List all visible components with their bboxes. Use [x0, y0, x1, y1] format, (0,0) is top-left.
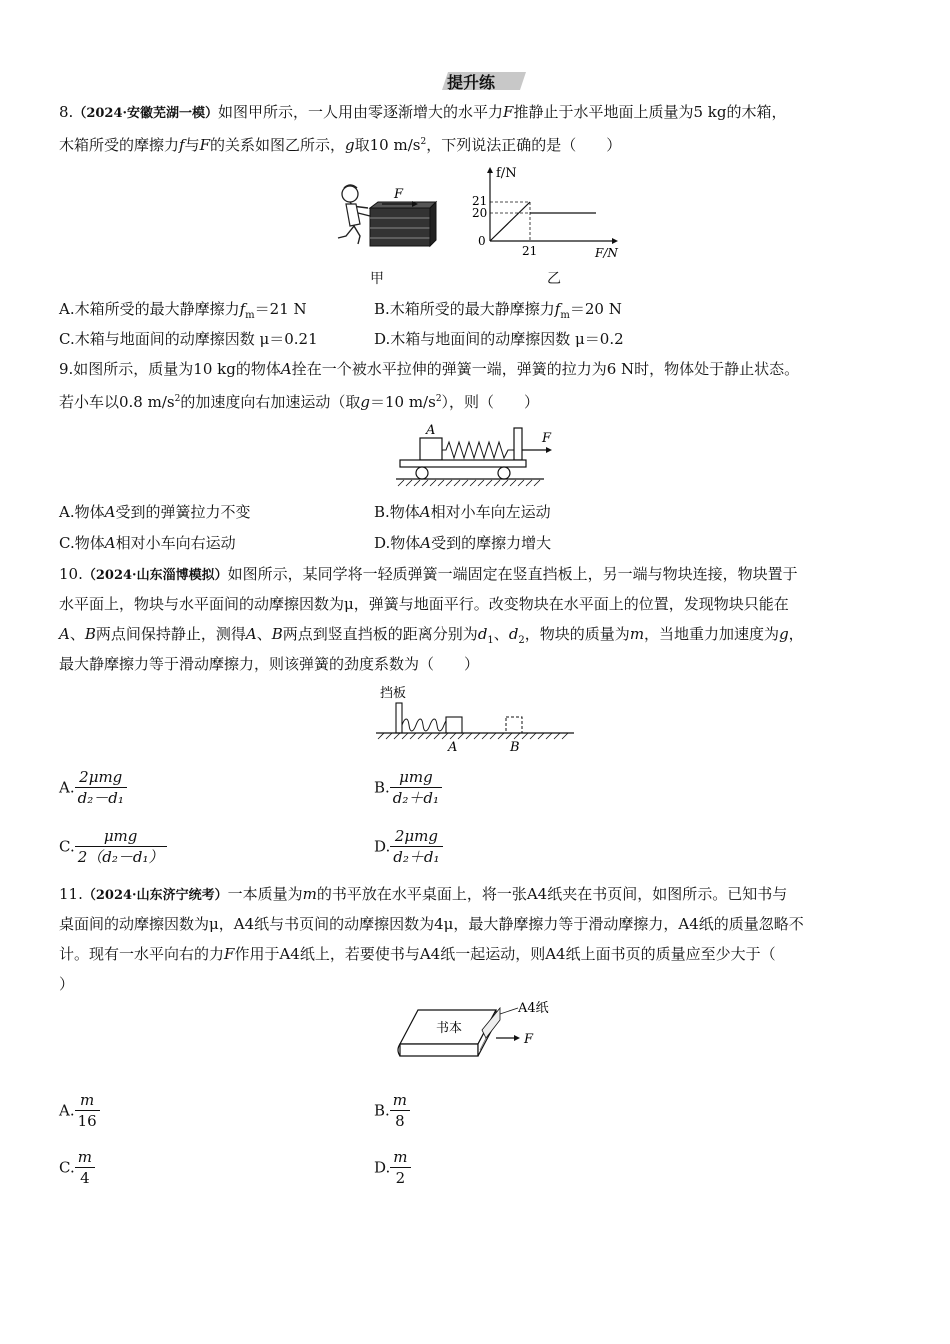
spring-icon [442, 442, 514, 458]
q9-line2: 若小车以0.8 $m/s^2$的加速度向右加速运动（取g＝10 $m/s^2$），则（ ） [59, 393, 540, 411]
wheel-icon [498, 467, 510, 479]
q11-option-d[interactable]: D. $\frac{m}{2}$ [374, 1147, 411, 1188]
q11-fig-paper-label: A4纸 [518, 1001, 549, 1016]
q10-option-d[interactable]: D. $\frac{\text{2μmg}}{\text{d₂＋d₁}}$ [374, 826, 443, 867]
block-at-a [446, 717, 462, 733]
graph-y-tick-20: 20 [472, 206, 488, 220]
q9-fig-a-label: A [426, 423, 436, 438]
q8-fig-force-label: F [394, 187, 404, 202]
graph-xlabel: F/N [595, 246, 618, 260]
q8-line2: 木箱所受的摩擦力f与F的关系如图乙所示，g取10 $m/s^2$，下列说法正确的是（ ） [59, 136, 622, 154]
q11-option-b[interactable]: B. $\frac{m}{8}$ [374, 1090, 410, 1131]
q10-fig-a-label: A [448, 740, 458, 755]
q8-figure-yi [470, 165, 630, 265]
q11-line1: 11.（2024·山东济宁统考）一本质量为m的书平放在水平桌面上，将一张A4纸夹在书页间，如图所示。已知书与 [59, 885, 788, 903]
graph-ylabel: f/N [496, 166, 517, 181]
q9-option-b[interactable]: B.物体A相对小车向左运动 [374, 503, 551, 521]
q10-line3: A、B两点间保持静止，测得A、B两点到竖直挡板的距离分别为$d_1$、$d_2$，物块的质量为m，当地重力加速度为g， [59, 625, 804, 646]
q11-line3: 计。现有一水平向右的力F作用于A4纸上，若要使书与A4纸一起运动，则A4纸上面书页的质量应至少大于（ [59, 945, 776, 963]
q8-line1: 8.（2024·安徽芜湖一模）如图甲所示，一人用由零逐渐增大的水平力F推静止于水平地面上质量为5 kg的木箱， [59, 103, 787, 121]
graph-y-tick-21: 21 [472, 194, 488, 208]
q10-option-c[interactable]: C. $\frac{\text{μmg}}{\text{2（d₂－d₁）}}$ [59, 826, 167, 867]
graph-origin: 0 [478, 234, 486, 248]
q9-line1: 9.如图所示，质量为10 kg的物体A拴在一个被水平拉伸的弹簧一端，弹簧的拉力为6 N时，物体处于静止状态。 [59, 360, 800, 378]
q11-figure-book [396, 998, 566, 1078]
q8-figure-jia [330, 180, 440, 252]
q10-figure-spring [376, 683, 576, 755]
q11-option-c[interactable]: C. $\frac{m}{4}$ [59, 1147, 95, 1188]
q8-option-d[interactable]: D.木箱与地面间的动摩擦因数 μ＝0.2 [374, 330, 624, 348]
block-a [420, 438, 442, 460]
q11-option-a[interactable]: A. $\frac{m}{16}$ [59, 1090, 100, 1131]
q9-option-a[interactable]: A.物体A受到的弹簧拉力不变 [59, 503, 251, 521]
q10-fig-b-label: B [510, 740, 520, 755]
q10-line4: 最大静摩擦力等于滑动摩擦力，则该弹簧的劲度系数为（ ） [59, 655, 480, 673]
graph-line-rise [490, 202, 530, 241]
q11-line4: ） [59, 975, 75, 993]
q11-fig-f-label: F [524, 1032, 534, 1047]
cart-body [400, 460, 526, 467]
q10-line1: 10.（2024·山东淄博模拟）如图所示，某同学将一轻质弹簧一端固定在竖直挡板上，另一端与物块连接，物块置于 [59, 565, 798, 583]
person-head-icon [342, 186, 358, 202]
q8-option-a[interactable]: A.木箱所受的最大静摩擦力$f_m=21$ N [59, 300, 307, 321]
q10-fig-board-label: 挡板 [380, 686, 407, 701]
graph-x-tick-21: 21 [522, 244, 538, 258]
section-heading: 提升练 [447, 73, 496, 92]
q10-line2: 水平面上，物块与水平面间的动摩擦因数为μ，弹簧与地面平行。改变物块在水平面上的位置，发现物块只能在 [59, 595, 789, 613]
block-at-b [506, 717, 522, 733]
spring-icon [402, 719, 451, 731]
q11-line2: 桌面间的动摩擦因数为μ，A4纸与书页间的动摩擦因数为4μ，最大静摩擦力等于滑动摩擦力，A4纸的质量忽略不 [59, 915, 804, 933]
q10-option-a[interactable]: A. $\frac{\text{2μmg}}{\text{d₂－d₁}}$ [59, 767, 127, 808]
q10-option-b[interactable]: B. $\frac{\text{μmg}}{\text{d₂＋d₁}}$ [374, 767, 442, 808]
q9-fig-f-label: F [542, 431, 552, 446]
q9-option-d[interactable]: D.物体A受到的摩擦力增大 [374, 534, 552, 552]
q8-option-b[interactable]: B.木箱所受的最大静摩擦力$f_m=20$ N [374, 300, 622, 321]
q9-option-c[interactable]: C.物体A相对小车向右运动 [59, 534, 236, 552]
q8-option-c[interactable]: C.木箱与地面间的动摩擦因数 μ＝0.21 [59, 330, 318, 348]
q8-fig-jia-caption: 甲 [370, 271, 384, 287]
q9-figure-cart [396, 420, 571, 492]
wheel-icon [416, 467, 428, 479]
board-wall [396, 703, 402, 733]
q8-fig-yi-caption: 乙 [547, 271, 561, 287]
q11-fig-book-label: 书本 [436, 1021, 463, 1036]
